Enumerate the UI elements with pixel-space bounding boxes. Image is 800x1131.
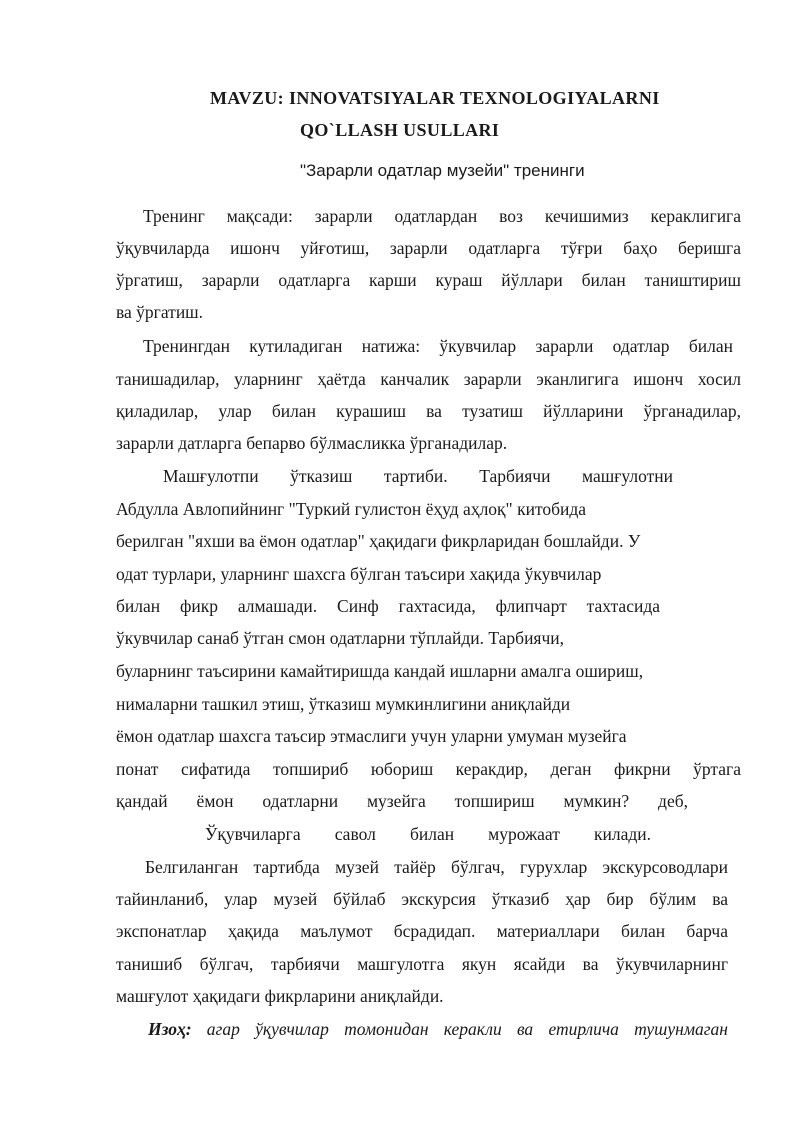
text-line: билан фикр алмашади. Синф гахтасида, флипчарт тахтасида (116, 596, 660, 616)
text-line: танишадилар, уларнинг ҳаётда канчалик зарарли эканлигига ишонч хосил (116, 369, 741, 389)
text-line: зарарли датларга бепарво бўлмасликка ўрганадилар. (116, 433, 508, 453)
text-line: ўкувчилар санаб ўтган смон одатларни тўплайди. Тарбиячи, (116, 628, 565, 648)
text-line: ўқувчиларда ишонч уйғотиш, зарарли одатларга тўғри баҳо беришга (116, 238, 741, 258)
document-title-line-2: QO`LLASH USULLARI (300, 120, 500, 140)
text-line: машғулот ҳақидаги фикрларини аниқлайди. (116, 986, 444, 1006)
note-label: Изоҳ: (148, 1019, 192, 1039)
text-line: Ўқувчиларга савол билан мурожаат килади. (205, 824, 651, 844)
text-line: Тренинг мақсади: зарарли одатлардан воз кечишимиз кераклигига (143, 206, 741, 226)
text-line: Машғулотпи ўтказиш тартиби. Тарбиячи машғулотни (163, 466, 673, 486)
note-line (148, 1019, 728, 1040)
text-line: Тренингдан кутиладиган натижа: ўкувчилар зарарли одатлар билан (143, 336, 733, 356)
text-line: ёмон одатлар шахсга таъсир этмаслиги учун уларни умуман музейга (116, 726, 627, 746)
note-text: агар ўқувчилар томонидан керакли ва етирлича тушунмаган (191, 1019, 728, 1039)
text-line: одат турлари, уларнинг шахсга бўлган таъсири хақида ўкувчилар (116, 564, 602, 584)
text-line: буларнинг таъсирини камайтиришда кандай ишларни амалга ошириш, (116, 661, 644, 681)
text-line: қандай ёмон одатларни музейга топшириш мумкин? деб, (116, 791, 688, 811)
text-line: нималарни ташкил этиш, ўтказиш мумкинлигини аниқлайди (116, 694, 571, 714)
text-line: ва ўргатиш. (116, 302, 204, 322)
document-subtitle: "Зарарли одатлар музейи" тренинги (300, 161, 585, 180)
text-line: Белгиланган тартибда музей тайёр бўлгач, гурухлар экскурсоводлари (145, 857, 728, 877)
text-line: ўргатиш, зарарли одатларга карши кураш йўллари билан таништириш (116, 270, 741, 290)
document-title-line-1: MAVZU: INNOVATSIYALAR TEXNOLOGIYALARNI (210, 88, 660, 108)
text-line: танишиб бўлгач, тарбиячи машгулотга якун ясайди ва ўкувчиларнинг (116, 954, 728, 974)
text-line: Абдулла Авлопийнинг "Туркий гулистон ёҳуд аҳлоқ" китобида (116, 499, 587, 519)
text-line: экспонатлар ҳақида маълумот бсрадидап. материаллари билан барча (116, 921, 728, 941)
text-line: понат сифатида топшириб юбориш керакдир, деган фикрни ўртага (116, 759, 741, 779)
text-line: қиладилар, улар билан курашиш ва тузатиш йўлларини ўрганадилар, (116, 401, 741, 421)
text-line: берилган "яхши ва ёмон одатлар" ҳақидаги фикрларидан бошлайди. У (116, 531, 641, 551)
text-line: тайинланиб, улар музей бўйлаб экскурсия ўтказиб ҳар бир бўлим ва (116, 889, 728, 909)
